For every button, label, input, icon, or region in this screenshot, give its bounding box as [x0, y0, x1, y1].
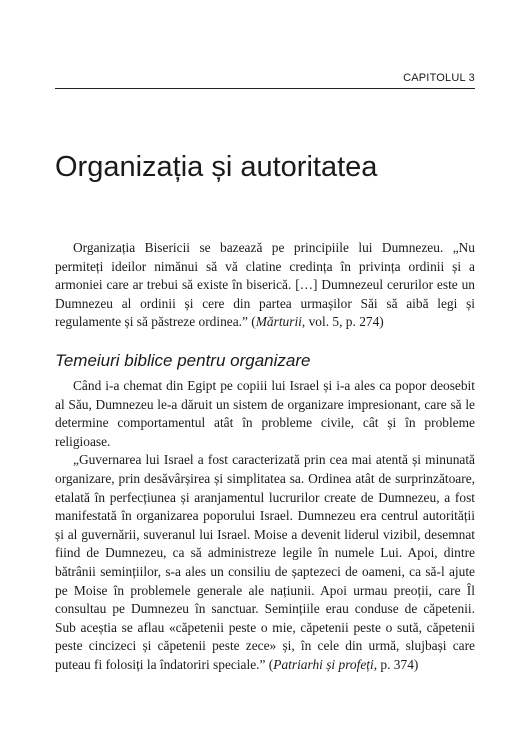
header-rule	[55, 88, 475, 89]
chapter-title: Organizația și autoritatea	[55, 151, 378, 183]
section-paragraph-2	[55, 451, 475, 674]
intro-paragraph	[55, 239, 475, 332]
paragraph-2-text: „Guvernarea lui Israel a fost caracterizată prin cea mai atentă și minunată organizare, prin desăvârșirea și simplitatea sa. Ordinea atât de surprinzătoare, etalată în perfecțiunea și aranjamentul lucrurilor create de Dumnezeu, a fost manifestată în organizarea poporului Israel. Dumnezeu era centrul autorității și al guvernării, suveranul lui Israel. Moise a devenit liderul vizibil, desemnat fiind de Dumnezeu, ca să administreze legile în numele Lui. Apoi, dintre bătrânii semințiilor, s-a ales un consiliu de șaptezeci de oameni, ca să-l ajute pe Moise în problemele generale ale națiunii. Apoi urmau preoții, care Îl consultau pe Dumnezeu în sanctuar. Semințiile erau conduse de căpetenii. Sub aceștia se aflau «căpetenii peste o mie, căpetenii peste o sută, căpetenii peste cincizeci și căpetenii peste zece» și, în cele din urmă, slujbași care puteau fi folosiți la îndatoriri speciale.” (	[55, 452, 475, 672]
intro-source-ref: , vol. 5, p. 274)	[301, 314, 384, 330]
section-title: Temeiuri biblice pentru organizare	[55, 351, 311, 370]
intro-text: Organizația Bisericii se bazează pe principiile lui Dumnezeu. „Nu permiteți ideilor nimănui să vă clatine credința în privința ordinii și a armoniei care ar trebui să existe în biserică. […] Dumnezeul cerurilor este un Dumnezeu al ordinii și cere din partea urmașilor Săi să aibă legi și regulamente și să păstreze ordinea.” (	[55, 240, 475, 330]
section-paragraph-1: Când i-a chemat din Egipt pe copiii lui Israel și i-a ales ca popor deosebit al Său, Dumnezeu le-a dăruit un sistem de organizare impresionant, care să le determine comportamentul atât în probleme civile, cât și în probleme religioase.	[55, 378, 475, 449]
section-body	[55, 377, 475, 675]
intro-source-title: Mărturii	[255, 314, 302, 330]
running-header	[55, 72, 475, 88]
intro-block	[55, 239, 475, 332]
chapter-label: CAPITOLUL 3	[403, 72, 475, 84]
paragraph-2-source-title: Patriarhi și profeți	[273, 656, 374, 672]
paragraph-2-source-ref: , p. 374)	[373, 656, 419, 672]
